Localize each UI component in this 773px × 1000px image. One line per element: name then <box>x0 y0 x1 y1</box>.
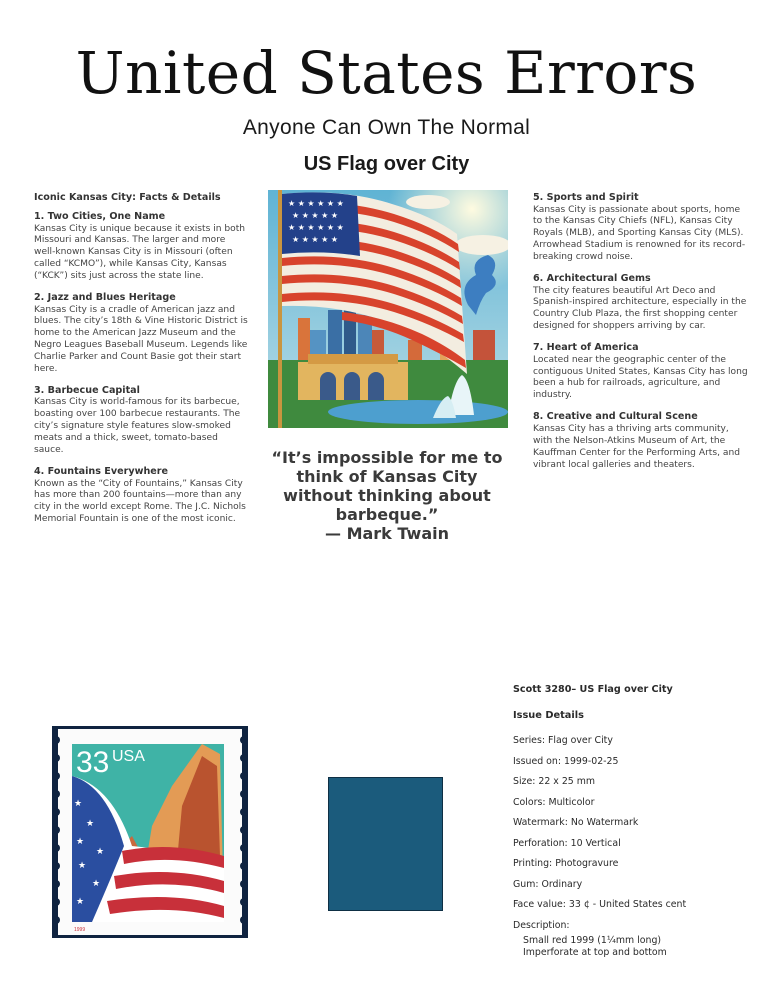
svg-text:★ ★ ★ ★ ★ ★: ★ ★ ★ ★ ★ ★ <box>288 223 344 232</box>
description-line: Imperforate at top and bottom <box>523 947 667 958</box>
detail-watermark: Watermark: No Watermark <box>513 817 639 828</box>
fact-title: 5. Sports and Spirit <box>533 192 639 203</box>
fact-body: Kansas City has a thriving arts community, with the Nelson-Atkins Museum of Art, the Kauffman Center for the Performing Arts, and vibrant local galleries and theaters. <box>533 423 740 470</box>
svg-text:★: ★ <box>74 799 83 809</box>
detail-gum: Gum: Ordinary <box>513 878 583 890</box>
detail-size: Size: 22 x 25 mm <box>513 776 595 787</box>
svg-text:★: ★ <box>92 879 101 889</box>
detail-series: Series: Flag over City <box>513 735 613 746</box>
stamp-year-mark: 1999 <box>74 927 86 933</box>
description-line: Small red 1999 (1¼mm long) <box>523 934 662 946</box>
quote-author: — Mark Twain <box>325 524 449 543</box>
stamp-name-heading: US Flag over City <box>303 153 470 175</box>
detail-issued-on: Issued on: 1999-02-25 <box>513 755 619 767</box>
issue-details-panel <box>513 683 763 960</box>
svg-text:★ ★ ★ ★ ★: ★ ★ ★ ★ ★ <box>292 235 339 244</box>
fact-body: Known as the “City of Fountains,” Kansas City has more than 200 fountains—more than any city in the world except Rome. The J.C. Nichols Memorial Fountain is one of the most iconic. <box>34 478 246 525</box>
fact-title: 6. Architectural Gems <box>533 273 651 285</box>
fact-title: 7. Heart of America <box>533 342 639 354</box>
svg-text:★: ★ <box>96 847 105 857</box>
facts-column-left <box>34 192 249 535</box>
fact-body: Kansas City is a cradle of American jazz and blues. The city’s 18th & Vine Historic District is home to the American Jazz Museum and the Negro Leagues Baseball Museum. Legends like Charlie Parker and Count Basie got their start here. <box>34 304 248 375</box>
fact-body: Kansas City is unique because it exists in both Missouri and Kansas. The larger and more well-known Kansas City is in Missouri (often called “KCMO”), while Kansas City, Kansas (“KCK”) sits just across the state line. <box>34 223 246 282</box>
detail-face-value: Face value: 33 ¢ - United States cent <box>513 899 687 910</box>
mark-twain-quote <box>268 448 506 543</box>
fact-item <box>34 466 249 526</box>
fact-title: 3. Barbecue Capital <box>34 384 140 396</box>
fact-item <box>34 385 249 457</box>
svg-text:★: ★ <box>86 819 95 829</box>
fact-body: Located near the geographic center of the contiguous United States, Kansas City has long been a hub for railroads, agriculture, and industry. <box>533 354 748 401</box>
fact-item <box>533 411 748 471</box>
issue-details-heading: Issue Details <box>513 710 584 721</box>
fact-body: The city features beautiful Art Deco and Spanish-inspired architecture, especially in the Country Club Plaza, the first shopping center designed for shoppers arriving by car. <box>533 285 747 332</box>
page-title: United States Errors <box>75 39 698 107</box>
stamp-country: USA <box>112 748 145 765</box>
error-color-swatch <box>328 777 443 911</box>
svg-text:★ ★ ★ ★ ★: ★ ★ ★ ★ ★ <box>292 211 339 220</box>
detail-colors: Colors: Multicolor <box>513 796 595 808</box>
facts-heading: Iconic Kansas City: Facts & Details <box>34 192 221 203</box>
fact-title: 4. Fountains Everywhere <box>34 466 169 477</box>
fact-body: Kansas City is world-famous for its barbecue, boasting over 100 barbecue restaurants. The city’s signature style features slow-smoked meats and a thick, sweet, tomato-based sauce. <box>34 397 241 456</box>
scott-catalog-title: Scott 3280– US Flag over City <box>513 684 673 695</box>
svg-text:★: ★ <box>78 861 87 871</box>
detail-perforation: Perforation: 10 Vertical <box>513 837 621 849</box>
svg-text:★: ★ <box>76 837 85 847</box>
fact-item <box>533 273 748 333</box>
fact-title: 8. Creative and Cultural Scene <box>533 411 698 423</box>
fact-item <box>533 342 748 402</box>
fact-title: 1. Two Cities, One Name <box>34 211 166 222</box>
detail-printing: Printing: Photogravure <box>513 858 619 869</box>
fact-item <box>533 192 748 264</box>
flag-over-city-image <box>268 190 508 428</box>
fact-body: Kansas City is passionate about sports, home to the Kansas City Chiefs (NFL), Kansas City Royals (MLB), and Sporting Kansas City (MLS). Arrowhead Stadium is renowned for its record-breaking crowd noise. <box>533 204 746 263</box>
fact-item <box>34 292 249 376</box>
stamp-denomination: 33 <box>76 746 110 779</box>
quote-text: “It’s impossible for me to think of Kansas City without thinking about barbeque.” <box>271 448 503 524</box>
normal-stamp-image <box>52 726 248 938</box>
svg-text:★ ★ ★ ★ ★ ★: ★ ★ ★ ★ ★ ★ <box>288 199 344 208</box>
kansas-city-flag-illustration <box>268 190 508 428</box>
fact-title: 2. Jazz and Blues Heritage <box>34 292 176 304</box>
tagline: Anyone Can Own The Normal <box>242 116 531 139</box>
facts-column-right <box>533 192 748 480</box>
detail-description-label: Description: <box>513 919 570 931</box>
svg-text:★: ★ <box>76 897 85 907</box>
fact-item <box>34 211 249 283</box>
